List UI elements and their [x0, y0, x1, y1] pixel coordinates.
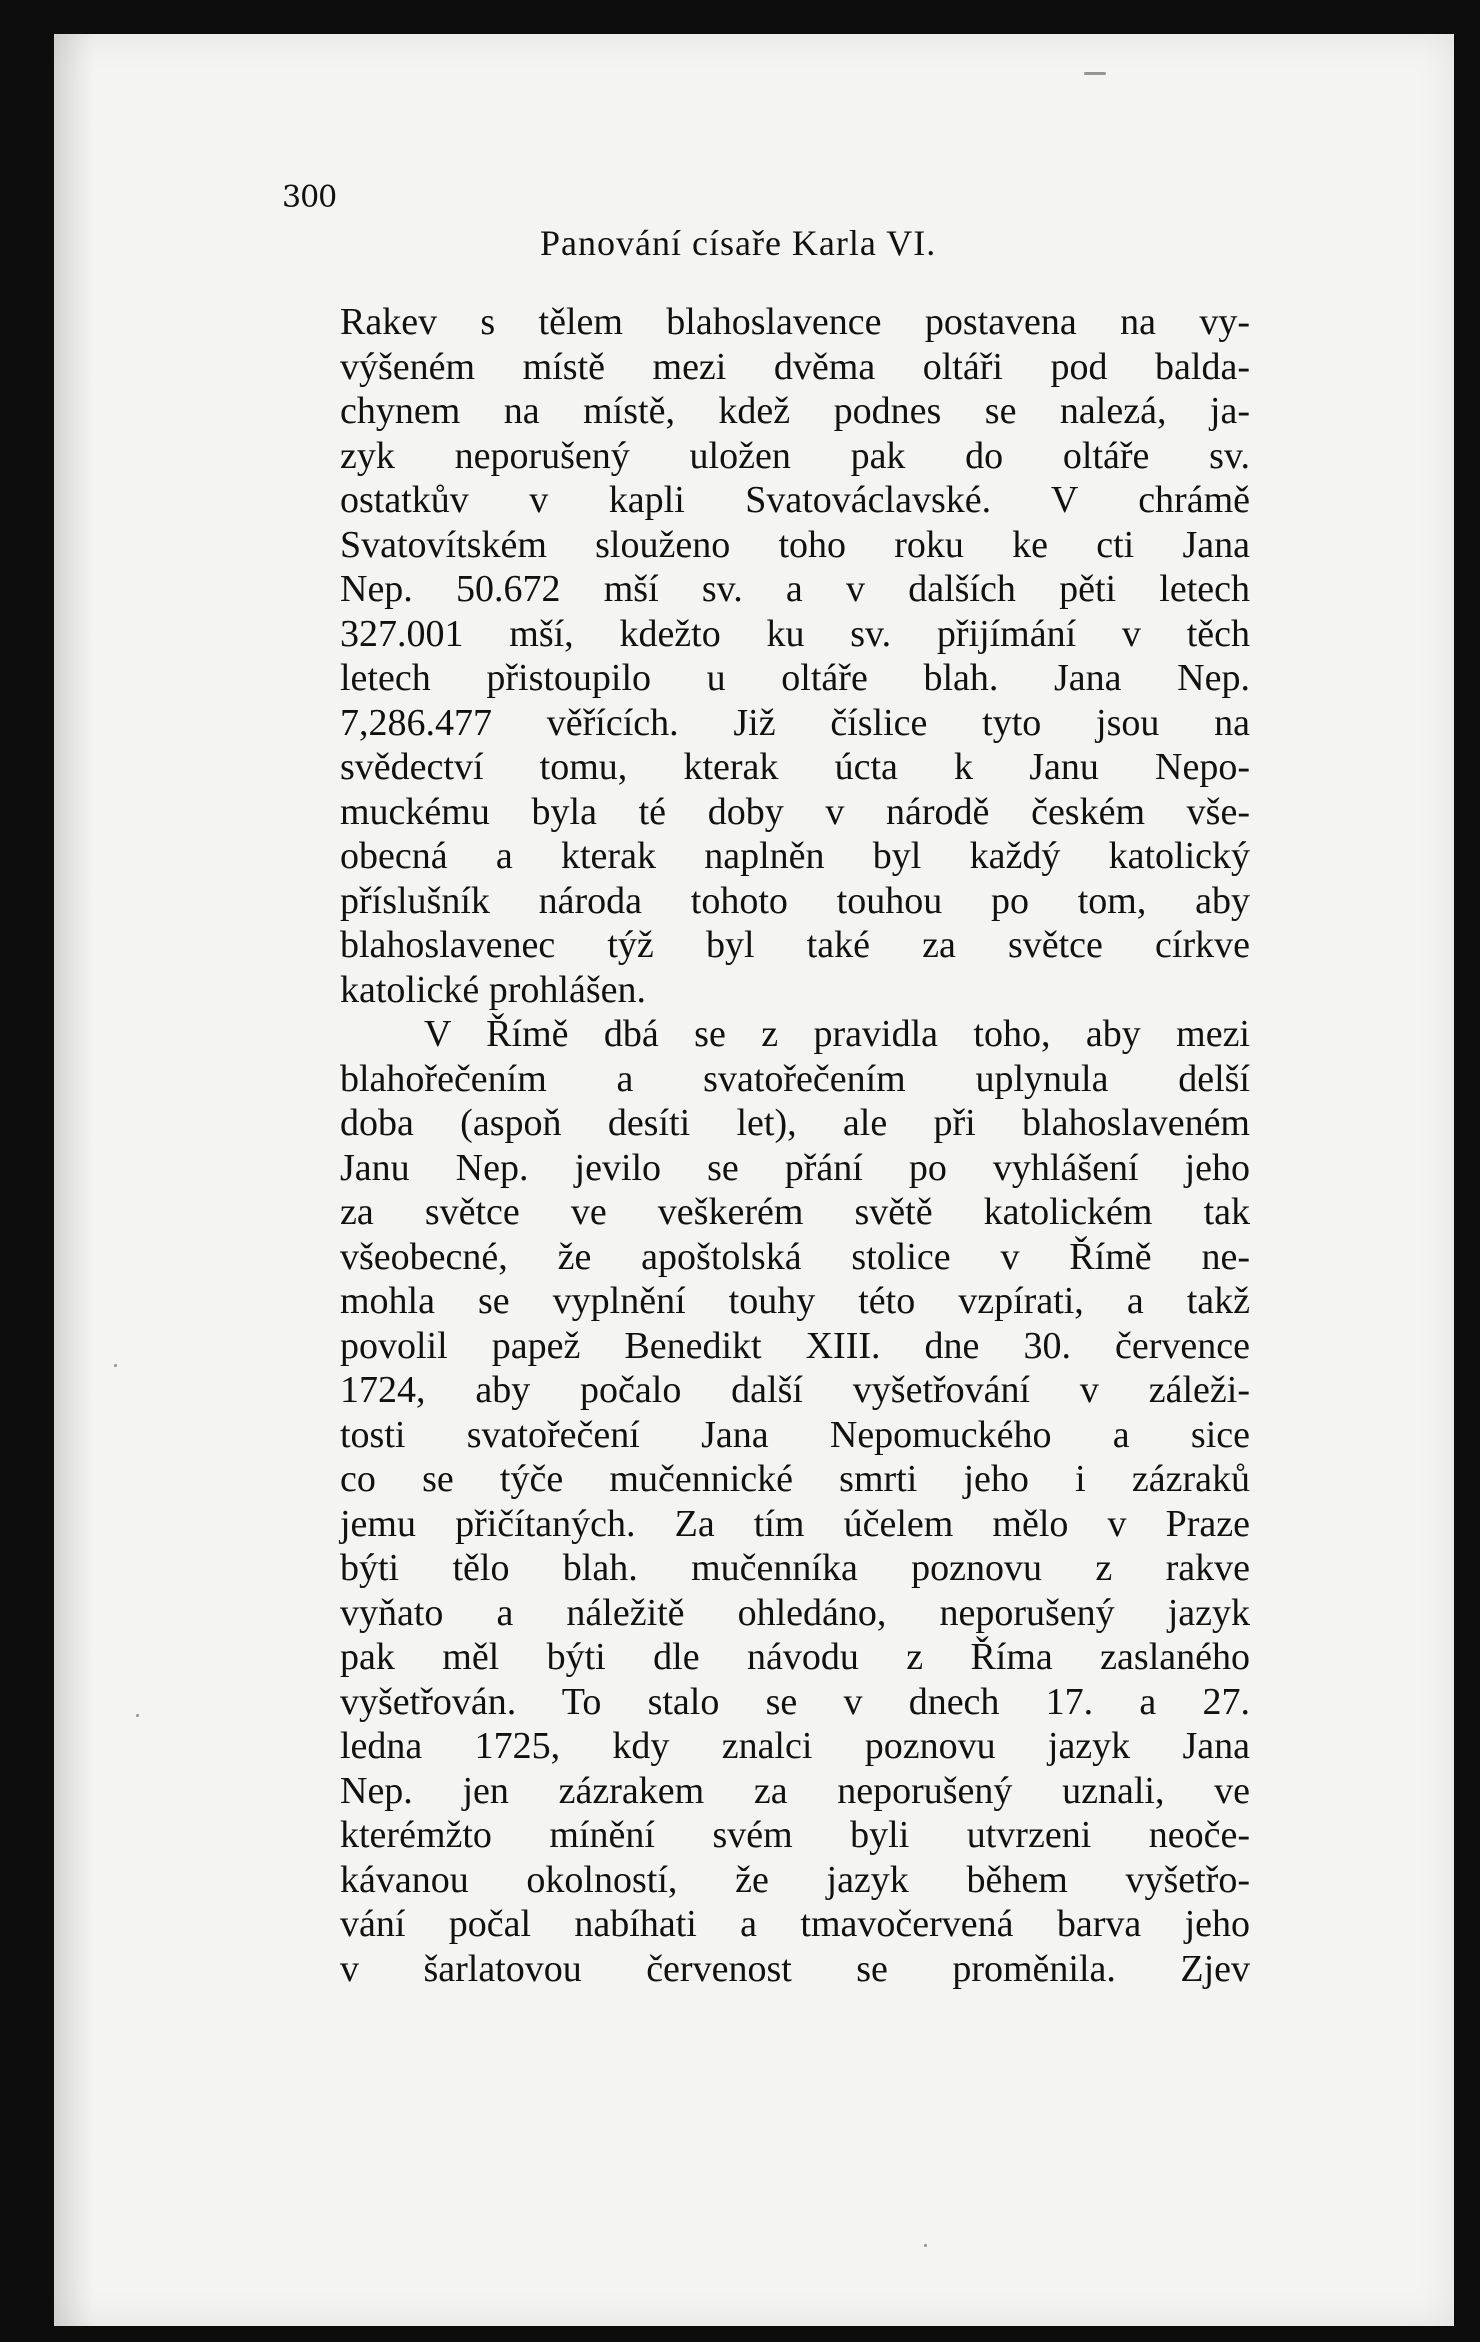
text-line: býti tělo blah. mučenníka poznovu z rakve — [340, 1547, 1250, 1589]
text-line: mohla se vyplnění touhy této vzpírati, a takž — [340, 1280, 1250, 1322]
text-line: doba (aspoň desíti let), ale při blahoslaveném — [340, 1102, 1250, 1144]
text-line: ostatkův v kapli Svatováclavské. V chrámě — [340, 479, 1250, 521]
text-line: v šarlatovou červenost se proměnila. Zjev — [340, 1947, 1250, 1990]
paragraph-start-line: V Římě dbá se z pravidla toho, aby mezi — [424, 1013, 1250, 1055]
text-line: vyšetřován. To stalo se v dnech 17. a 27. — [340, 1680, 1250, 1723]
text-line: letech přistoupilo u oltáře blah. Jana Nep. — [340, 657, 1250, 699]
body-text — [340, 300, 1250, 1991]
text-line: příslušník národa tohoto touhou po tom, aby — [340, 879, 1250, 922]
page-number: 300 — [282, 180, 337, 215]
text-line: katolické prohlášen. — [340, 968, 647, 1011]
text-line: co se týče mučennické smrti jeho i zázraků — [340, 1458, 1250, 1500]
text-line: 1724, aby počalo další vyšetřování v záleži- — [340, 1369, 1250, 1411]
page-blemish — [1084, 72, 1106, 75]
text-line: vyňato a náležitě ohledáno, neporušený jazyk — [340, 1591, 1250, 1634]
text-line: Svatovítském slouženo toho roku ke cti Jana — [340, 523, 1250, 566]
text-line: Rakev s tělem blahoslavence postavena na vy- — [340, 301, 1250, 343]
text-line: obecná a kterak naplněn byl každý katolický — [340, 835, 1250, 877]
text-line: výšeném místě mezi dvěma oltáři pod balda- — [340, 345, 1250, 388]
page-blemish — [136, 1714, 139, 1717]
page-blemish — [114, 1364, 117, 1367]
text-line: Janu Nep. jevilo se přání po vyhlášení jeho — [340, 1146, 1250, 1189]
page-blemish — [924, 2244, 927, 2247]
text-line: kterémžto mínění svém byli utvrzeni neoče- — [340, 1814, 1250, 1856]
text-line: zyk neporušený uložen pak do oltáře sv. — [340, 434, 1250, 477]
text-line: svědectví tomu, kterak úcta k Janu Nepo- — [340, 746, 1250, 788]
text-line: vání počal nabíhati a tmavočervená barva jeho — [340, 1903, 1250, 1945]
text-line: povolil papež Benedikt XIII. dne 30. července — [340, 1324, 1250, 1367]
text-line: 7,286.477 věřících. Již číslice tyto jsou na — [340, 701, 1250, 744]
text-line: blahoslavenec týž byl také za světce církve — [340, 924, 1250, 966]
running-title: Panování císaře Karla VI. — [540, 223, 937, 263]
text-line: všeobecné, že apoštolská stolice v Římě ne- — [340, 1235, 1250, 1278]
text-line: muckému byla té doby v národě českém vše- — [340, 790, 1250, 833]
text-line: kávanou okolností, že jazyk během vyšetřo- — [340, 1858, 1250, 1901]
text-line: pak měl býti dle návodu z Říma zaslaného — [340, 1636, 1250, 1678]
text-line: 327.001 mší, kdežto ku sv. přijímání v těch — [340, 612, 1250, 655]
text-line: jemu přičítaných. Za tím účelem mělo v Praze — [340, 1502, 1250, 1545]
text-line: Nep. 50.672 mší sv. a v dalších pěti letech — [340, 568, 1250, 610]
text-line: blahořečením a svatořečením uplynula delší — [340, 1057, 1250, 1100]
text-line: chynem na místě, kdež podnes se nalezá, ja- — [340, 390, 1250, 432]
text-line: tosti svatořečení Jana Nepomuckého a sice — [340, 1413, 1250, 1456]
text-line: ledna 1725, kdy znalci poznovu jazyk Jana — [340, 1725, 1250, 1767]
text-line: za světce ve veškerém světě katolickém tak — [340, 1191, 1250, 1233]
text-line: Nep. jen zázrakem za neporušený uznali, ve — [340, 1769, 1250, 1812]
